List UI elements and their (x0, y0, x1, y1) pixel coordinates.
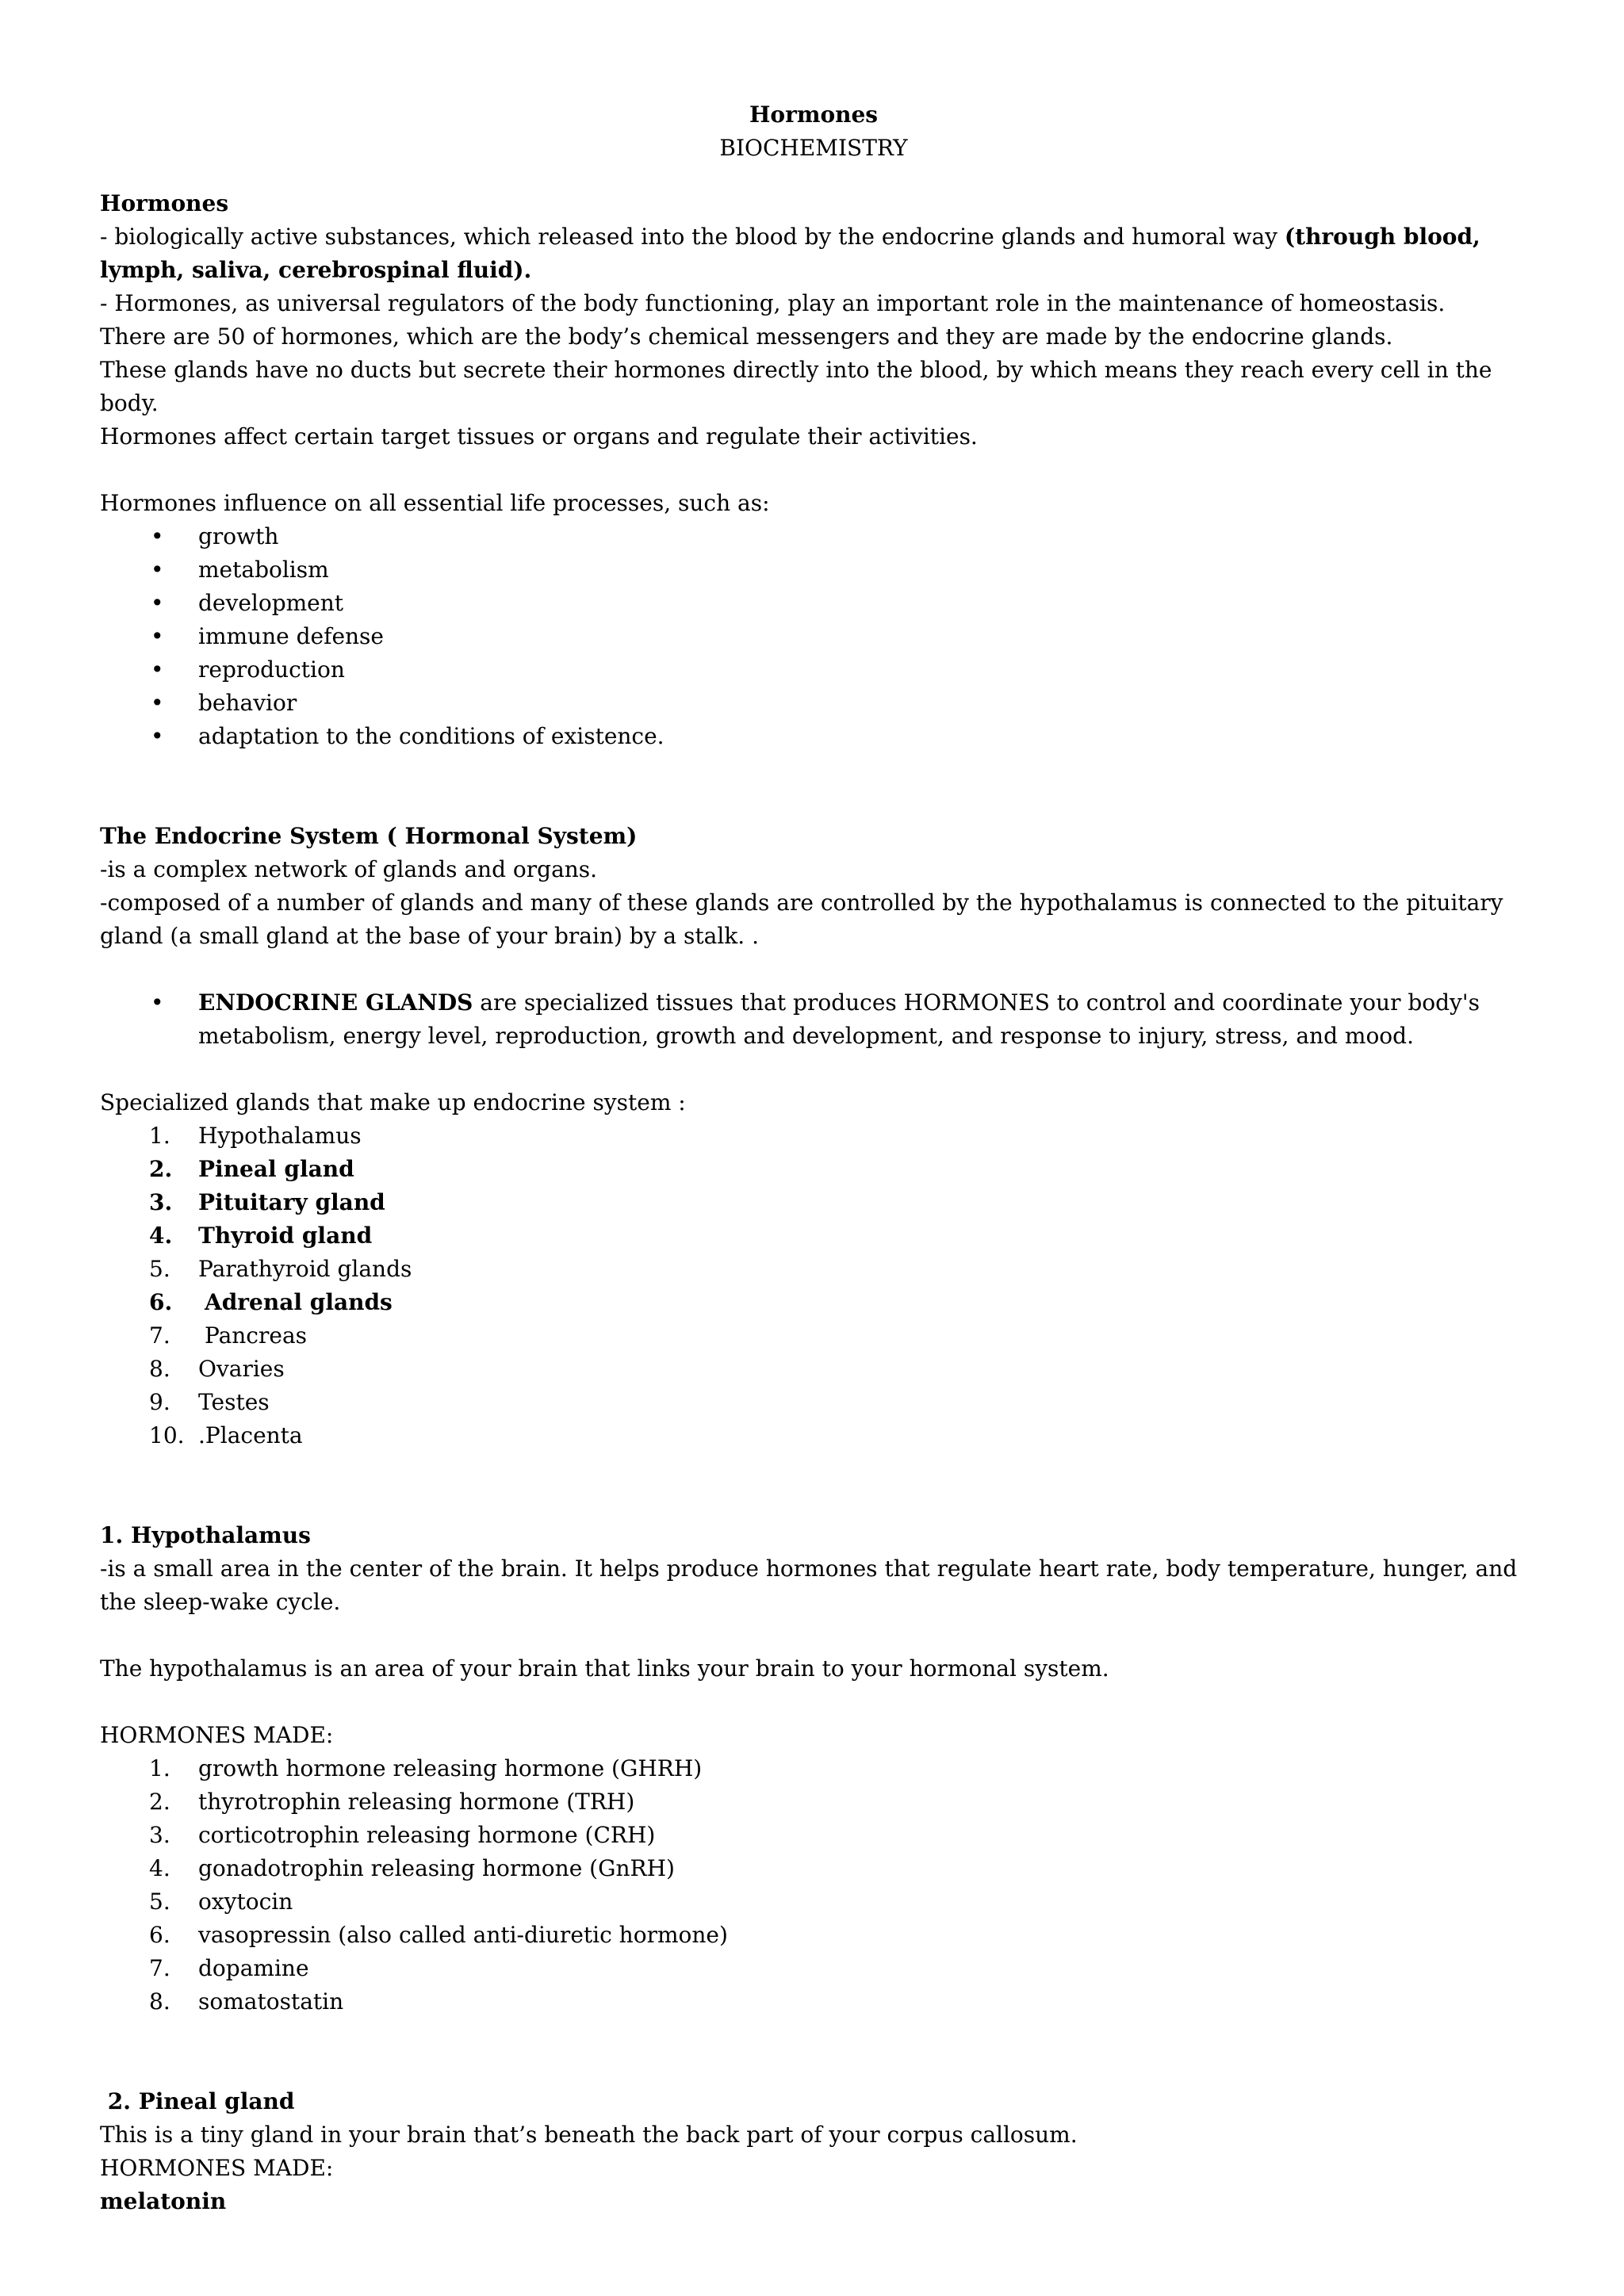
list-item-label: Hypothalamus (198, 1123, 362, 1149)
document-subtitle: BIOCHEMISTRY (719, 135, 908, 161)
list-item-label: growth hormone releasing hormone (GHRH) (198, 1755, 703, 1781)
list-item (100, 1386, 1527, 1419)
list-item-label: vasopressin (also called anti-diuretic hormone) (198, 1922, 728, 1948)
definition-bold-text: (through blood, lymph, saliva, cerebrospinal fluid). (100, 224, 1480, 283)
paragraph-line: There are 50 of hormones, which are the body’s chemical messengers and they are made by the endocrine glands. (100, 323, 1393, 350)
glands-list (100, 1119, 1527, 1452)
section-heading-hypothalamus: 1. Hypothalamus (100, 1522, 311, 1548)
list-number: 5. (149, 1256, 170, 1282)
list-number: 6. (149, 1289, 173, 1315)
list-item (100, 1952, 1527, 1985)
paragraph-line: These glands have no ducts but secrete their hormones directly into the blood, by which means they reach every cell in the body. (100, 357, 1492, 416)
list-number: 6. (149, 1922, 170, 1948)
list-item-label: Pineal gland (198, 1156, 354, 1182)
list-item (100, 1852, 1527, 1885)
list-item-label: Ovaries (198, 1356, 285, 1382)
document-page (100, 98, 1527, 2218)
document-title: Hormones (749, 101, 879, 128)
section-heading-hormones: Hormones (100, 190, 229, 216)
list-item (100, 986, 1527, 1053)
list-item (100, 1885, 1527, 1919)
list-item (100, 653, 1527, 687)
list-item (100, 1985, 1527, 2019)
list-number: 5. (149, 1888, 170, 1915)
list-item (100, 1186, 1527, 1219)
list-number: 2. (149, 1789, 170, 1815)
paragraph-line: -composed of a number of glands and many of these glands are controlled by the hypothalamus is connected to the pituitary gland (a small gland at the base of your brain) by a stalk. . (100, 890, 1503, 949)
hormones-definition (100, 220, 1527, 287)
bullet-glyph: • (151, 989, 164, 1016)
list-item (100, 1919, 1527, 1952)
list-item-label: gonadotrophin releasing hormone (GnRH) (198, 1855, 675, 1881)
bullet-glyph: • (151, 523, 164, 549)
list-item-label: metabolism (198, 557, 329, 583)
list-item (100, 1419, 1527, 1452)
bullet-glyph: • (151, 656, 164, 683)
section-heading-pineal-gland: 2. Pineal gland (100, 2088, 295, 2114)
list-number: 8. (149, 1356, 170, 1382)
list-item (100, 1353, 1527, 1386)
list-item (100, 1319, 1527, 1353)
list-number: 3. (149, 1189, 173, 1215)
glands-intro: Specialized glands that make up endocrine system : (100, 1089, 686, 1115)
paragraph-line: This is a tiny gland in your brain that’s beneath the back part of your corpus callosum. (100, 2122, 1078, 2148)
list-item (100, 1819, 1527, 1852)
hypothalamus-hormones-list (100, 1752, 1527, 2019)
section-heading-endocrine-system: The Endocrine System ( Hormonal System) (100, 823, 638, 849)
list-number: 8. (149, 1988, 170, 2015)
life-processes-list (100, 520, 1527, 753)
endocrine-glands-bullet (100, 986, 1527, 1053)
list-number: 1. (149, 1123, 170, 1149)
list-number: 4. (149, 1855, 170, 1881)
list-item-label: Pituitary gland (198, 1189, 385, 1215)
list-item-label: reproduction (198, 656, 345, 683)
list-item (100, 553, 1527, 587)
list-item (100, 587, 1527, 620)
list-item-label: behavior (198, 690, 297, 716)
list-item-label: growth (198, 523, 279, 549)
list-item (100, 620, 1527, 653)
list-item-label: dopamine (198, 1955, 309, 1981)
list-item-label: development (198, 590, 344, 616)
list-item-label: Thyroid gland (198, 1223, 373, 1249)
pineal-hormone: melatonin (100, 2188, 227, 2214)
list-item (100, 1219, 1527, 1253)
list-item-label: Parathyroid glands (198, 1256, 412, 1282)
list-item (100, 520, 1527, 553)
list-item (100, 720, 1527, 753)
list-item-label: corticotrophin releasing hormone (CRH) (198, 1822, 656, 1848)
list-item (100, 1253, 1527, 1286)
list-item-label: .Placenta (198, 1422, 303, 1448)
list-item-label: somatostatin (198, 1988, 344, 2015)
list-number: 2. (149, 1156, 173, 1182)
list-item-label: adaptation to the conditions of existence. (198, 723, 665, 749)
paragraph-line: The hypothalamus is an area of your brain that links your brain to your hormonal system. (100, 1655, 1109, 1682)
list-item-label: Adrenal glands (205, 1289, 393, 1315)
list-item (100, 1119, 1527, 1153)
list-item (100, 1785, 1527, 1819)
list-number: 10. (149, 1422, 185, 1448)
list-number: 9. (149, 1389, 170, 1415)
list-item-label: Testes (198, 1389, 270, 1415)
bullet-glyph: • (151, 690, 164, 716)
list-number: 4. (149, 1223, 173, 1249)
bullet-glyph: • (151, 590, 164, 616)
paragraph-line: Hormones affect certain target tissues or organs and regulate their activities. (100, 423, 978, 450)
list-number: 1. (149, 1755, 170, 1781)
endocrine-glands-definition: are specialized tissues that produces HORMONES to control and coordinate your body's metabolism, energy level, reproduction, growth and development, and response to injury, stress, and mood. (198, 989, 1480, 1049)
definition-text: - biologically active substances, which released into the blood by the endocrine glands and humoral way (100, 224, 1285, 250)
paragraph-line: - Hormones, as universal regulators of the body functioning, play an important role in the maintenance of homeostasis. (100, 290, 1446, 316)
list-item-label: immune defense (198, 623, 384, 649)
list-item-label: Pancreas (205, 1322, 308, 1349)
bullet-glyph: • (151, 557, 164, 583)
paragraph-line: -is a complex network of glands and organs. (100, 856, 598, 882)
list-item-label: oxytocin (198, 1888, 293, 1915)
list-number: 7. (149, 1322, 170, 1349)
bullet-glyph: • (151, 623, 164, 649)
list-item (100, 1153, 1527, 1186)
list-number: 7. (149, 1955, 170, 1981)
paragraph-line: -is a small area in the center of the brain. It helps produce hormones that regulate heart rate, body temperature, hunger, and the sleep-wake cycle. (100, 1556, 1518, 1615)
list-item (100, 1752, 1527, 1785)
list-item (100, 687, 1527, 720)
list-number: 3. (149, 1822, 170, 1848)
list-item (100, 1286, 1527, 1319)
hormones-made-label: HORMONES MADE: (100, 1722, 334, 1748)
hormones-made-label: HORMONES MADE: (100, 2155, 334, 2181)
influence-intro: Hormones influence on all essential life processes, such as: (100, 490, 770, 516)
list-item-label: thyrotrophin releasing hormone (TRH) (198, 1789, 635, 1815)
bullet-glyph: • (151, 723, 164, 749)
endocrine-glands-term: ENDOCRINE GLANDS (198, 989, 473, 1016)
